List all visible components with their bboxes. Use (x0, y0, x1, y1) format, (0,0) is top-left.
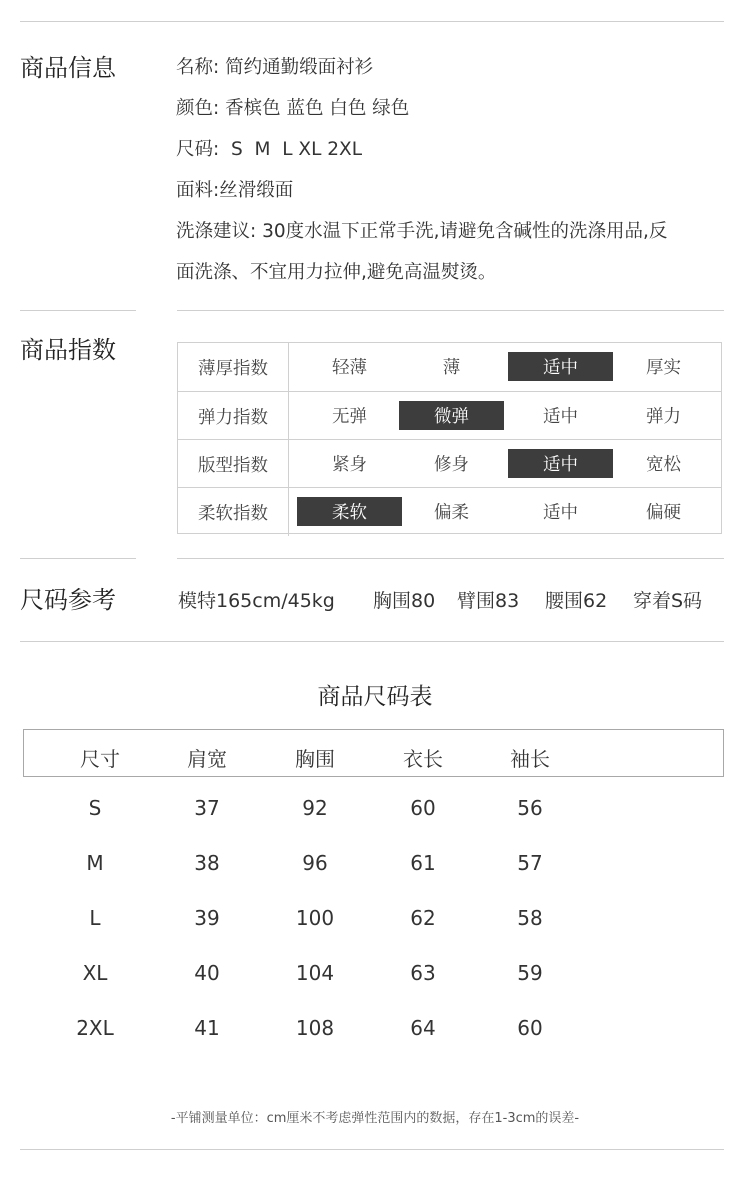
size-chart-cell: 108 (295, 1016, 335, 1040)
size-chart-cell: 38 (194, 851, 220, 875)
divider-index-right (177, 310, 724, 311)
info-washing: 洗涤建议: 30度水温下正常手洗,请避免含碱性的洗涤用品,反 (176, 221, 668, 242)
divider-chart (20, 641, 724, 642)
size-chart-cell: 104 (295, 961, 335, 985)
section-title-size-reference: 尺码参考 (20, 586, 116, 614)
size-chart-cell: 60 (517, 1016, 543, 1040)
index-row-label: 柔软指数 (178, 488, 289, 536)
index-option: 修身 (434, 455, 469, 475)
size-chart-header-cell: 尺寸 (80, 747, 120, 771)
index-option-selected: 微弹 (399, 401, 504, 430)
size-chart-cell: 61 (410, 851, 436, 875)
info-fabric: 面料:丝滑缎面 (176, 180, 294, 201)
index-option: 厚实 (646, 358, 681, 378)
index-option: 紧身 (332, 455, 367, 475)
index-option: 无弹 (332, 407, 367, 427)
ref-bust: 胸围80 (373, 590, 436, 612)
size-chart-cell: 41 (194, 1016, 220, 1040)
info-name: 名称: 简约通勤缎面衬衫 (176, 57, 374, 78)
index-option: 适中 (543, 503, 578, 523)
index-row-label: 薄厚指数 (178, 343, 289, 391)
info-color: 颜色: 香槟色 蓝色 白色 绿色 (176, 98, 410, 119)
index-option: 偏硬 (646, 503, 681, 523)
size-chart-header-cell: 袖长 (510, 747, 550, 771)
index-option-selected: 柔软 (297, 497, 402, 526)
size-chart-header-cell: 胸围 (295, 747, 335, 771)
size-chart-cell: 96 (302, 851, 328, 875)
index-option: 薄 (442, 358, 461, 378)
size-chart-cell: 56 (517, 796, 543, 820)
divider-bottom (20, 1149, 724, 1150)
size-chart-cell: 63 (410, 961, 436, 985)
size-chart-cell: 59 (517, 961, 543, 985)
size-chart-cell: 62 (410, 906, 436, 930)
size-chart-cell: 60 (410, 796, 436, 820)
index-row (178, 391, 721, 440)
divider-top (20, 21, 724, 22)
index-option-selected: 适中 (508, 352, 613, 381)
info-washing-cont: 面洗涤、不宜用力拉伸,避免高温熨烫。 (176, 262, 497, 283)
size-chart-cell: XL (82, 961, 108, 985)
size-chart-cell: 58 (517, 906, 543, 930)
ref-wear-size: 穿着S码 (633, 590, 703, 612)
ref-waist: 腰围62 (545, 590, 608, 612)
size-chart-cell: 100 (295, 906, 335, 930)
index-option: 适中 (543, 407, 578, 427)
size-chart-cell: 37 (194, 796, 220, 820)
ref-model: 模特165cm/45kg (178, 590, 335, 612)
section-title-product-index: 商品指数 (20, 336, 116, 364)
index-row-label: 弹力指数 (178, 392, 289, 440)
index-row (178, 487, 721, 536)
index-table (177, 342, 722, 534)
size-chart-cell: 39 (194, 906, 220, 930)
divider-ref-right (177, 558, 724, 559)
size-chart-cell: L (89, 906, 101, 930)
size-chart-header-cell: 衣长 (403, 747, 443, 771)
info-size: 尺码: S M L XL 2XL (176, 139, 363, 160)
index-option: 宽松 (646, 455, 681, 475)
index-option: 弹力 (646, 407, 681, 427)
index-option: 偏柔 (434, 503, 469, 523)
size-chart-title: 商品尺码表 (317, 684, 433, 710)
size-chart-cell: 57 (517, 851, 543, 875)
size-chart-cell: 64 (410, 1016, 436, 1040)
index-option-selected: 适中 (508, 449, 613, 478)
size-chart-note: -平铺测量单位：cm厘米不考虑弹性范围内的数据，存在1-3cm的误差- (170, 1111, 580, 1126)
divider-index-left (20, 310, 136, 311)
divider-ref-left (20, 558, 136, 559)
size-chart-header-cell: 肩宽 (187, 747, 227, 771)
size-chart-cell: 2XL (76, 1016, 114, 1040)
index-row-label: 版型指数 (178, 440, 289, 488)
size-chart-cell: 92 (302, 796, 328, 820)
size-chart-cell: M (86, 851, 104, 875)
size-chart-cell: 40 (194, 961, 220, 985)
ref-arm: 臂围83 (457, 590, 520, 612)
index-row (178, 343, 721, 391)
index-row (178, 439, 721, 488)
section-title-product-info: 商品信息 (20, 54, 116, 82)
index-option: 轻薄 (332, 358, 367, 378)
size-chart-cell: S (88, 796, 102, 820)
